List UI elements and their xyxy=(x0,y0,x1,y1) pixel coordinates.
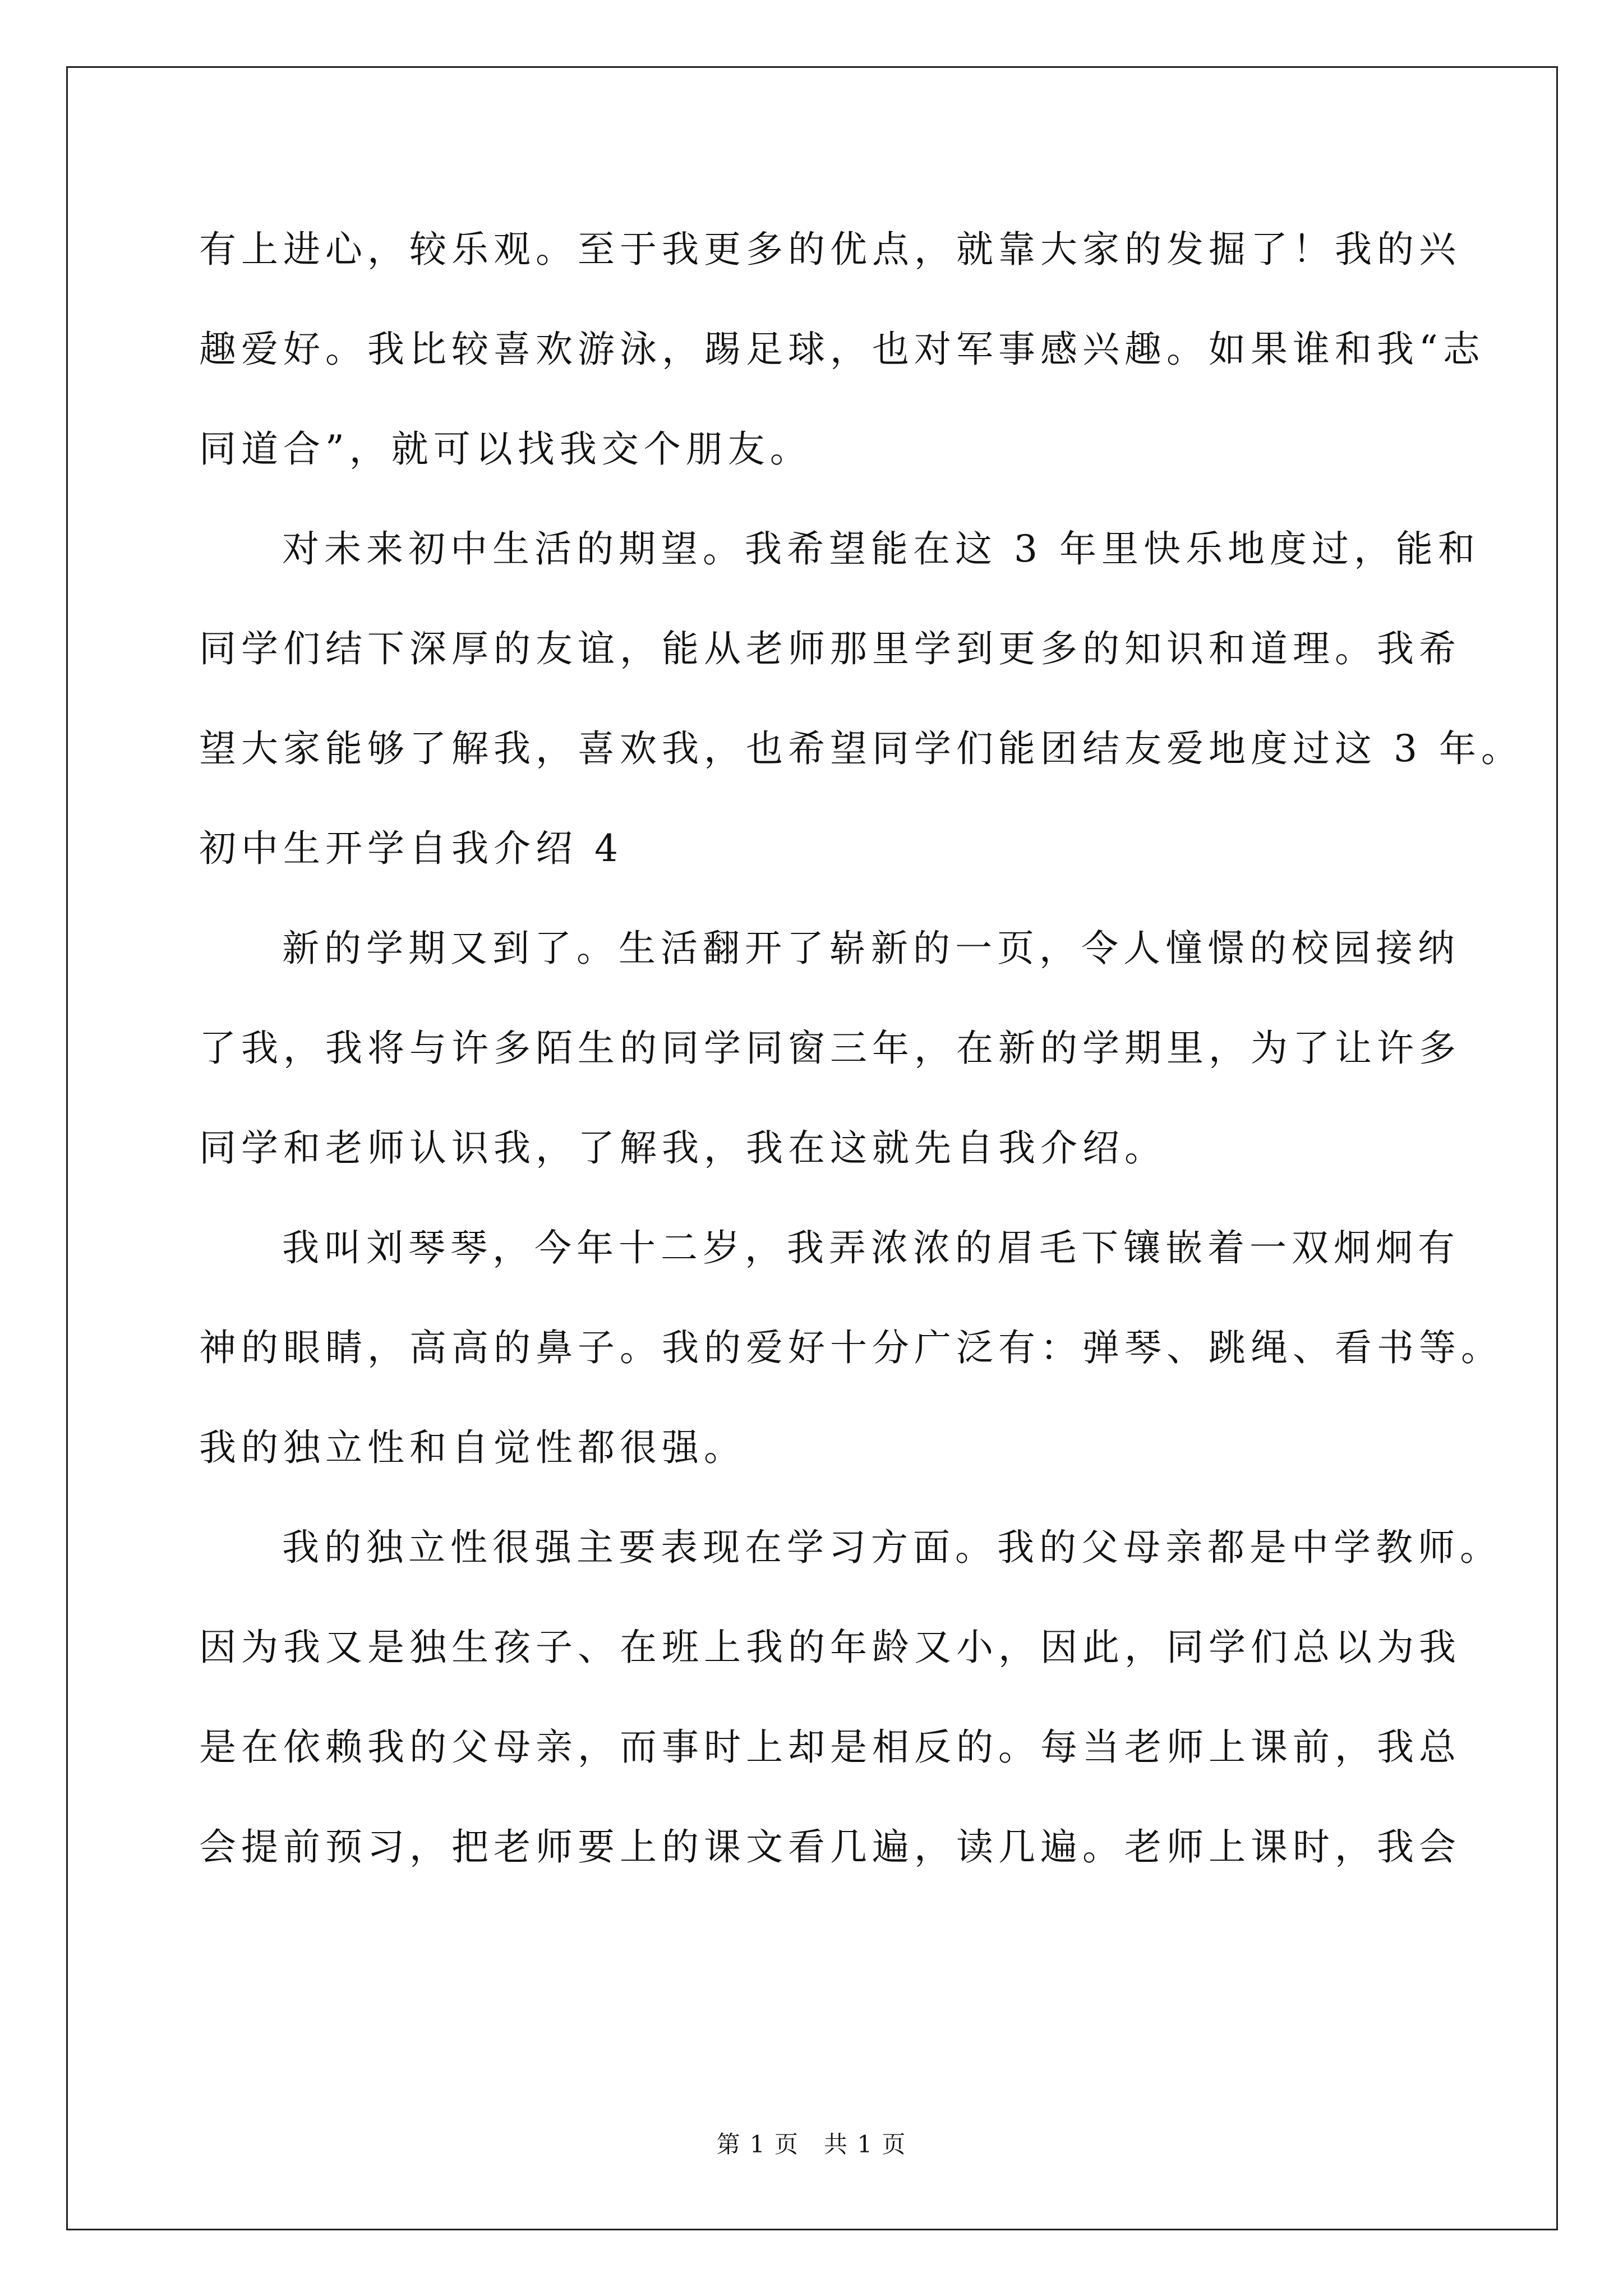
text-line: 是在依赖我的父母亲，而事时上却是相反的。每当老师上课前，我总 xyxy=(199,1726,1461,1769)
text-line: 因为我又是独生孩子、在班上我的年龄又小，因此，同学们总以为我 xyxy=(199,1626,1461,1669)
section-heading: 初中生开学自我介绍 4 xyxy=(199,827,623,870)
text-line: 趣爱好。我比较喜欢游泳，踢足球，也对军事感兴趣。如果谁和我“志 xyxy=(199,328,1485,371)
text-line: 会提前预习，把老师要上的课文看几遍，读几遍。老师上课时，我会 xyxy=(199,1825,1461,1869)
paragraph-start-line: 对未来初中生活的期望。我希望能在这 3 年里快乐地度过，能和 xyxy=(282,527,1480,570)
paragraph-start-line: 我的独立性很强主要表现在学习方面。我的父母亲都是中学教师。 xyxy=(282,1526,1502,1569)
text-line: 同道合”，就可以找我交个朋友。 xyxy=(199,427,812,471)
paragraph-start-line: 新的学期又到了。生活翻开了崭新的一页，令人憧憬的校园接纳 xyxy=(282,927,1460,970)
text-line: 望大家能够了解我，喜欢我，也希望同学们能团结友爱地度过这 3 年。 xyxy=(199,727,1523,770)
text-line: 有上进心，较乐观。至于我更多的优点，就靠大家的发掘了！我的兴 xyxy=(199,228,1461,271)
text-line: 同学们结下深厚的友谊，能从老师那里学到更多的知识和道理。我希 xyxy=(199,627,1461,670)
paragraph-start-line: 我叫刘琴琴，今年十二岁，我弄浓浓的眉毛下镶嵌着一双炯炯有 xyxy=(282,1226,1460,1269)
text-line: 同学和老师认识我，了解我，我在这就先自我介绍。 xyxy=(199,1126,1166,1170)
text-line: 神的眼睛，高高的鼻子。我的爱好十分广泛有：弹琴、跳绳、看书等。 xyxy=(199,1326,1503,1369)
text-line: 了我，我将与许多陌生的同学同窗三年，在新的学期里，为了让许多 xyxy=(199,1027,1461,1070)
text-line: 我的独立性和自觉性都很强。 xyxy=(199,1426,746,1469)
page-number-footer: 第 1 页 共 1 页 xyxy=(716,2131,907,2158)
